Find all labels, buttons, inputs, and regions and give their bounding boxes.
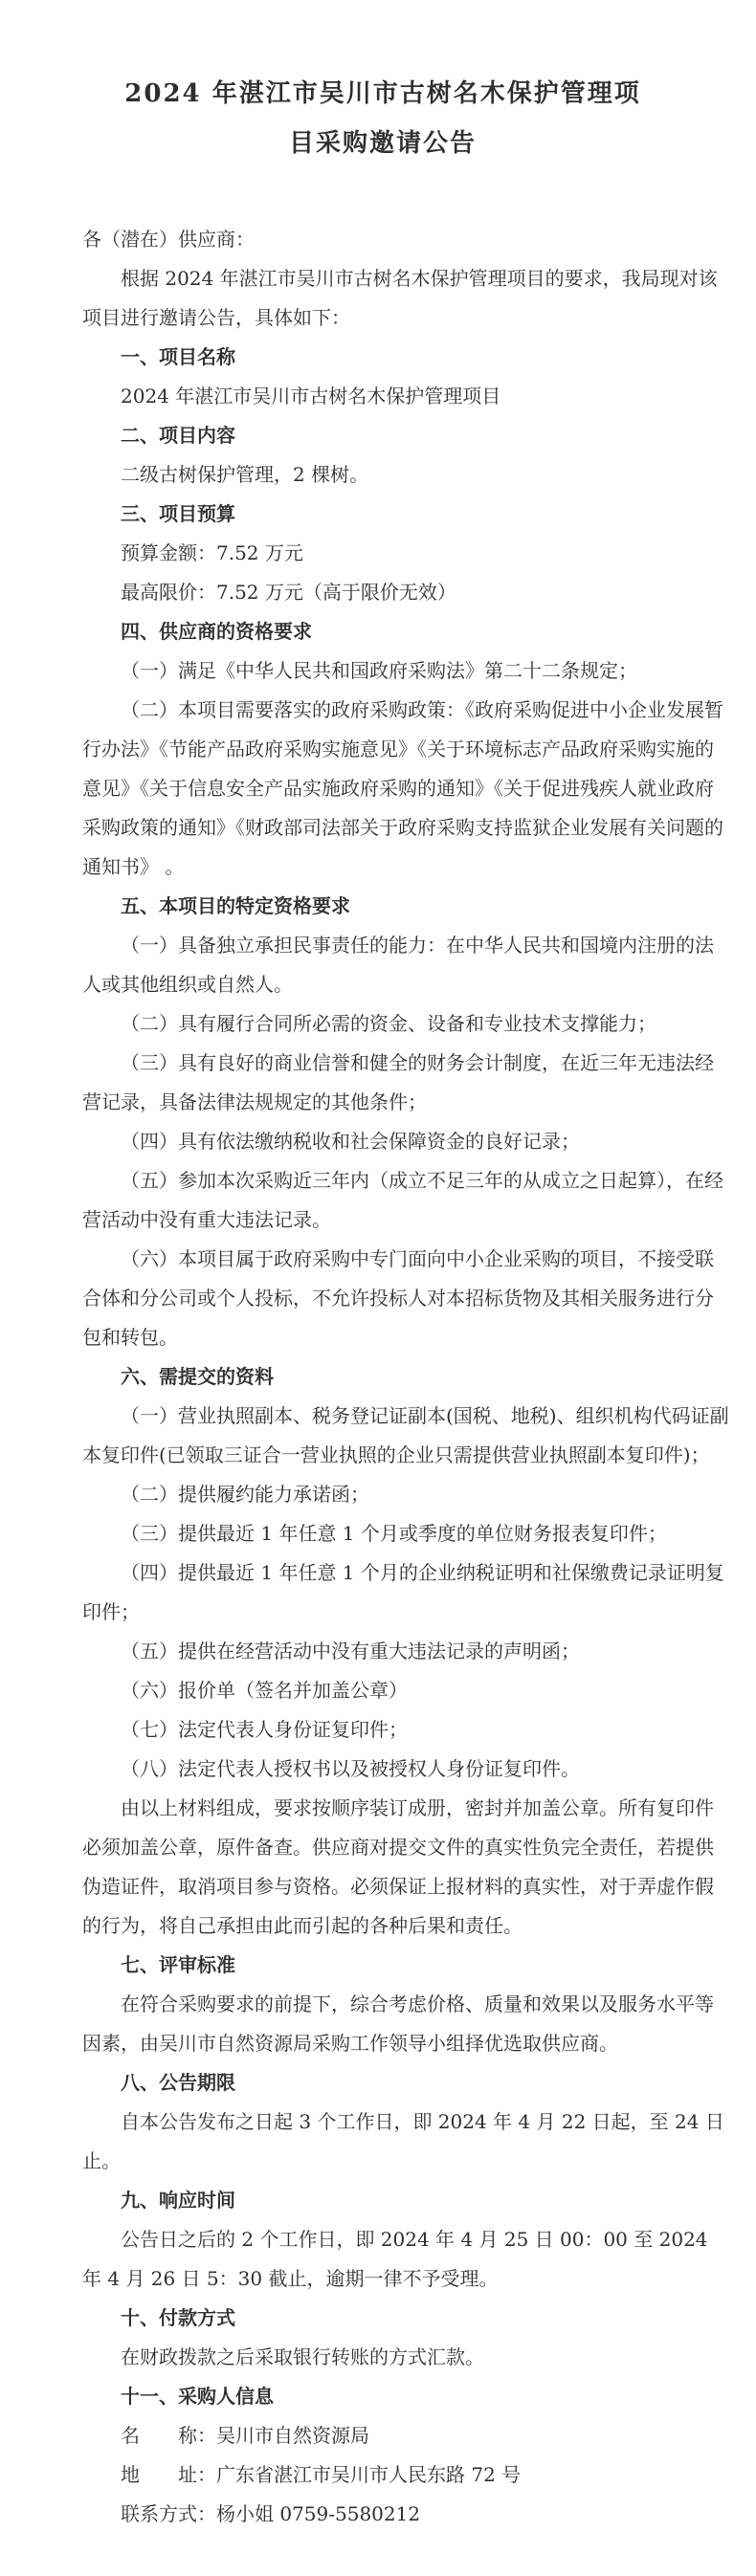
document-item: （四）提供最近 1 年任意 1 个月的企业纳税证明和社保缴费记录证明复印件；	[82, 1561, 724, 1623]
salutation: 各（潜在）供应商：	[82, 228, 255, 251]
document-item: （三）提供最近 1 年任意 1 个月或季度的单位财务报表复印件；	[121, 1522, 667, 1545]
section-5-heading: 五、本项目的特定资格要求	[121, 894, 350, 917]
specific-requirement-item: （一）具备独立承担民事责任的能力：在中华人民共和国境内注册的法人或其他组织或自然人。	[82, 934, 714, 996]
section-9-heading: 九、响应时间	[121, 2189, 235, 2212]
evaluation-criteria: 在符合采购要求的前提下，综合考虑价格、质量和效果以及服务水平等因素，由吴川市自然资源局采购工作领导小组择优选取供应商。	[82, 1993, 714, 2055]
document-item: （八）法定代表人授权书以及被授权人身份证复印件。	[121, 1757, 580, 1780]
specific-requirement-item: （二）具有履行合同所必需的资金、设备和专业技术支撑能力；	[121, 1012, 656, 1035]
section-6-heading: 六、需提交的资料	[121, 1365, 274, 1388]
section-2-heading: 二、项目内容	[121, 424, 235, 447]
max-price: 最高限价：7.52 万元（高于限价无效）	[121, 581, 456, 604]
document-item: （六）报价单（签名并加盖公章）	[121, 1679, 408, 1702]
budget-amount: 预算金额：7.52 万元	[121, 541, 303, 564]
specific-requirement-item: （三）具有良好的商业信誉和健全的财务会计制度，在近三年无违法经营记录，具备法律法规规定的其他条件；	[82, 1051, 714, 1113]
document-item: （七）法定代表人身份证复印件；	[121, 1718, 408, 1741]
section-1-heading: 一、项目名称	[121, 345, 235, 368]
document-title	[25, 69, 741, 168]
project-name: 2024 年湛江市吴川市古树名木保护管理项目	[121, 385, 501, 407]
section-7-heading: 七、评审标准	[121, 1953, 235, 1976]
specific-requirement-item: （六）本项目属于政府采购中专门面向中小企业采购的项目，不接受联合体和分公司或个人投标，不允许投标人对本招标货物及其相关服务进行分包和转包。	[82, 1247, 714, 1349]
section-4-heading: 四、供应商的资格要求	[121, 620, 312, 643]
response-time: 公告日之后的 2 个工作日，即 2024 年 4 月 25 日 00：00 至 2024 年 4 月 26 日 5：30 截止，逾期一律不予受理。	[82, 2228, 708, 2290]
document-item: （一）营业执照副本、税务登记证副本(国税、地税)、组织机构代码证副本复印件(已领取三证合一营业执照的企业只需提供营业执照副本复印件)；	[82, 1404, 729, 1466]
title-line-1: 2024 年湛江市吴川市古树名木保护管理项	[124, 79, 641, 108]
announcement-period: 自本公告发布之日起 3 个工作日，即 2024 年 4 月 22 日起，至 24 日止。	[82, 2110, 724, 2172]
purchaser-name: 名 称：吴川市自然资源局	[121, 2424, 369, 2447]
section-11-heading: 十一、采购人信息	[121, 2385, 274, 2408]
specific-requirement-item: （四）具有依法缴纳税收和社会保障资金的良好记录；	[121, 1130, 580, 1153]
document-item: （二）提供履约能力承诺函；	[121, 1483, 369, 1506]
purchaser-contact: 联系方式：杨小姐 0759-5580212	[121, 2502, 421, 2525]
project-content: 二级古树保护管理，2 棵树。	[121, 463, 369, 486]
section-3-heading: 三、项目预算	[121, 502, 235, 525]
title-line-2: 目采购邀请公告	[288, 129, 477, 158]
section-8-heading: 八、公告期限	[121, 2071, 235, 2094]
document-item: （五）提供在经营活动中没有重大违法记录的声明函；	[121, 1640, 580, 1662]
binding-note: 由以上材料组成，要求按顺序装订成册，密封并加盖公章。所有复印件必须加盖公章，原件备查。供应商对提交文件的真实性负完全责任，若提供伪造证件，取消项目参与资格。必须保证上报材料的真实性，对于弄虚作假的行为，将自己承担由此而引起的各种后果和责任。	[82, 1796, 714, 1937]
qualification-item: （一）满足《中华人民共和国政府采购法》第二十二条规定；	[121, 659, 637, 682]
section-10-heading: 十、付款方式	[121, 2306, 235, 2329]
specific-requirement-item: （五）参加本次采购近三年内（成立不足三年的从成立之日起算），在经营活动中没有重大违法记录。	[82, 1169, 723, 1231]
qualification-item: （二）本项目需要落实的政府采购政策：《政府采购促进中小企业发展暂行办法》《节能产品政府采购实施意见》《关于环境标志产品政府采购实施的意见》《关于信息安全产品实施政府采购的通知》《关于促进残疾人就业政府采购政策的通知》《财政部司法部关于政府采购支持监狱企业发展有关问题的通知书》 。	[82, 698, 723, 878]
payment-method: 在财政拨款之后采取银行转账的方式汇款。	[121, 2345, 484, 2368]
purchaser-address: 地 址：广东省湛江市吴川市人民东路 72 号	[121, 2463, 522, 2486]
intro-paragraph: 根据 2024 年湛江市吴川市古树名木保护管理项目的要求，我局现对该项目进行邀请公告，具体如下：	[82, 267, 718, 329]
